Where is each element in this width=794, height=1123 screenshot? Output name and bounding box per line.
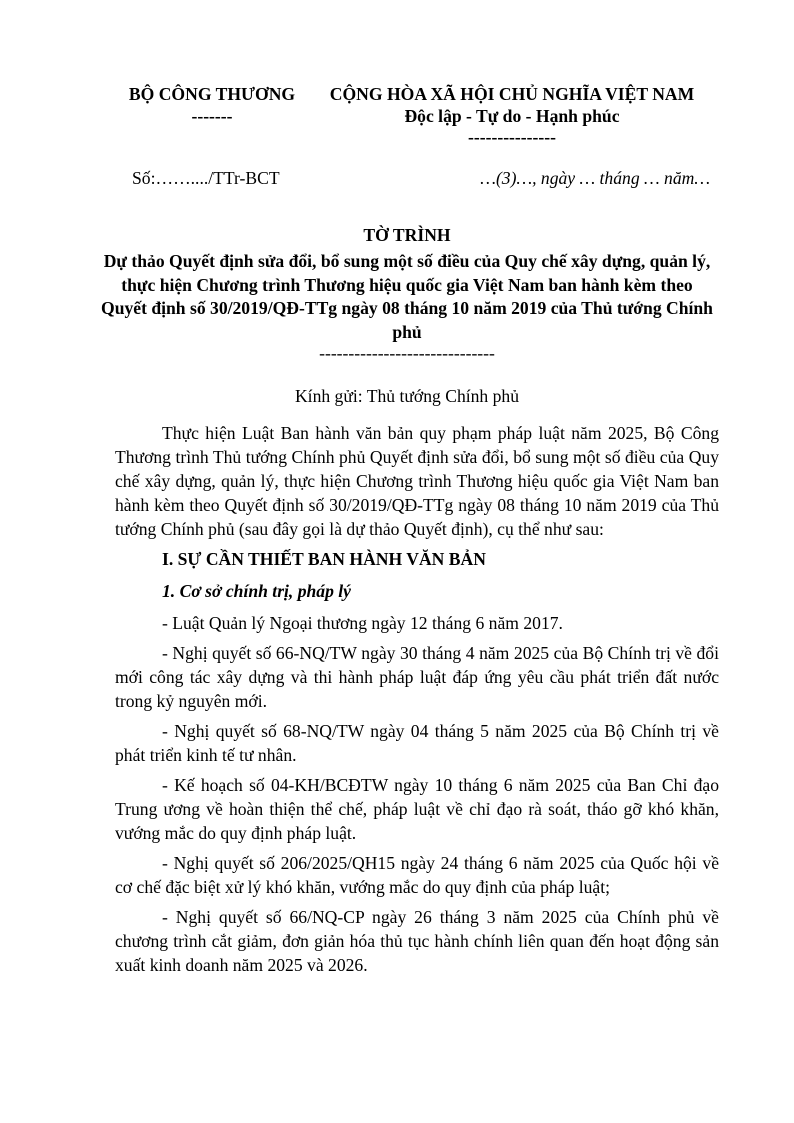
- list-item: - Nghị quyết số 206/2025/QH15 ngày 24 tháng 6 năm 2025 của Quốc hội về cơ chế đặc biệt xử lý khó khăn, vướng mắc do quy định của pháp luật;: [115, 853, 719, 897]
- list-item: - Luật Quản lý Ngoại thương ngày 12 tháng 6 năm 2017.: [162, 613, 563, 633]
- national-motto-rule: ---------------: [468, 127, 556, 147]
- subject-divider: ------------------------------: [319, 343, 495, 363]
- list-item: - Nghị quyết số 66-NQ/TW ngày 30 tháng 4 năm 2025 của Bộ Chính trị về đổi mới công tác xây dựng và thi hành pháp luật đáp ứng yêu cầu phát triển đất nước trong kỷ nguyên mới.: [115, 643, 719, 711]
- subsection-heading: 1. Cơ sở chính trị, pháp lý: [162, 581, 351, 601]
- document-body: [115, 421, 719, 983]
- document-date: …(3)…, ngày … tháng … năm…: [480, 168, 710, 188]
- issuing-agency-rule: -------: [191, 106, 233, 126]
- recipient-line: Kính gửi: Thủ tướng Chính phủ: [294, 386, 520, 406]
- national-title: CỘNG HÒA XÃ HỘI CHỦ NGHĨA VIỆT NAM: [329, 84, 695, 104]
- document-type-title: TỜ TRÌNH: [363, 225, 451, 245]
- list-item: - Nghị quyết số 68-NQ/TW ngày 04 tháng 5 năm 2025 của Bộ Chính trị về phát triển kinh tế tư nhân.: [115, 721, 719, 765]
- document-subject: Dự thảo Quyết định sửa đổi, bổ sung một số điều của Quy chế xây dựng, quản lý, thực hiện Chương trình Thương hiệu quốc gia Việt Nam ban hành kèm theo Quyết định số 30/2019/QĐ-TTg ngày 08 tháng 10 năm 2019 của Thủ tướng Chính phủ: [101, 251, 713, 342]
- section-heading: I. SỰ CẦN THIẾT BAN HÀNH VĂN BẢN: [162, 549, 486, 569]
- list-item: - Nghị quyết số 66/NQ-CP ngày 26 tháng 3 năm 2025 của Chính phủ về chương trình cắt giảm, đơn giản hóa thủ tục hành chính liên quan đến hoạt động sản xuất kinh doanh năm 2025 và 2026.: [115, 907, 719, 975]
- document-number: Số:……..../TTr-BCT: [132, 168, 280, 188]
- issuing-agency: BỘ CÔNG THƯƠNG: [128, 84, 296, 104]
- intro-paragraph: Thực hiện Luật Ban hành văn bản quy phạm pháp luật năm 2025, Bộ Công Thương trình Thủ tướng Chính phủ Quyết định sửa đổi, bổ sung một số điều của Quy chế xây dựng, quản lý, thực hiện Chương trình Thương hiệu quốc gia Việt Nam ban hành kèm theo Quyết định số 30/2019/QĐ-TTg ngày 08 tháng 10 năm 2019 của Thủ tướng Chính phủ (sau đây gọi là dự thảo Quyết định), cụ thể như sau:: [115, 423, 719, 539]
- national-motto: Độc lập - Tự do - Hạnh phúc: [404, 106, 620, 126]
- list-item: - Kế hoạch số 04-KH/BCĐTW ngày 10 tháng 6 năm 2025 của Ban Chỉ đạo Trung ương về hoàn thiện thể chế, pháp luật về chỉ đạo rà soát, tháo gỡ khó khăn, vướng mắc do quy định pháp luật.: [115, 775, 719, 843]
